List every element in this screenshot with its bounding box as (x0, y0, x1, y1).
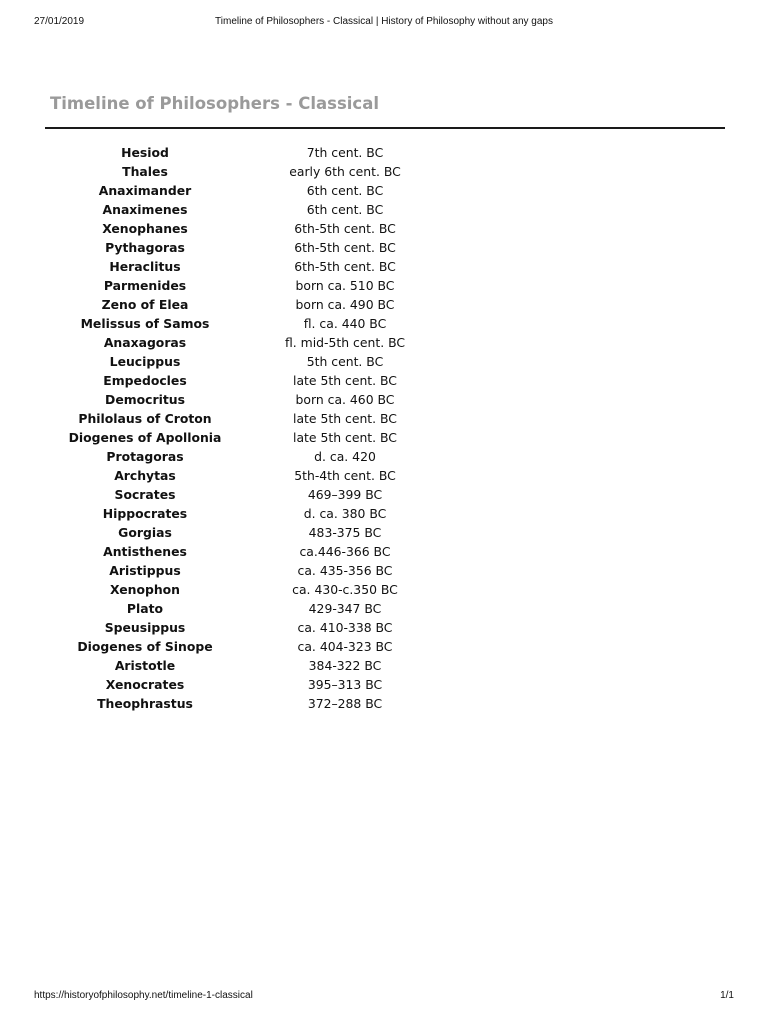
table-row (60, 580, 460, 599)
philosopher-name: Democritus (105, 392, 185, 407)
philosopher-date: ca. 404-323 BC (297, 639, 393, 654)
philosopher-date: d. ca. 420 (314, 449, 376, 464)
philosopher-name: Melissus of Samos (80, 316, 210, 331)
philosopher-date: 384-322 BC (308, 658, 382, 673)
table-row (60, 333, 460, 352)
philosopher-name: Aristotle (114, 658, 176, 673)
table-row (60, 181, 460, 200)
table-row (60, 219, 460, 238)
philosopher-date: fl. ca. 440 BC (303, 316, 387, 331)
philosopher-name: Xenocrates (105, 677, 185, 692)
table-row (60, 200, 460, 219)
philosopher-date: 6th-5th cent. BC (294, 240, 396, 255)
philosopher-date: 483-375 BC (308, 525, 382, 540)
table-row (60, 618, 460, 637)
philosopher-name: Diogenes of Apollonia (68, 430, 222, 445)
table-row (60, 390, 460, 409)
table-row (60, 542, 460, 561)
table-row (60, 428, 460, 447)
table-row (60, 656, 460, 675)
philosopher-name: Theophrastus (97, 696, 193, 711)
table-row (60, 276, 460, 295)
philosopher-date: ca. 430-c.350 BC (292, 582, 398, 597)
title-divider (45, 127, 725, 129)
philosopher-name: Archytas (114, 468, 176, 483)
philosopher-name: Zeno of Elea (101, 297, 189, 312)
philosopher-date: 6th cent. BC (306, 183, 384, 198)
table-row (60, 637, 460, 656)
table-row (60, 257, 460, 276)
philosopher-date: 7th cent. BC (306, 145, 384, 160)
philosopher-name: Anaximander (98, 183, 192, 198)
philosopher-date: 6th cent. BC (306, 202, 384, 217)
philosopher-date: 395–313 BC (307, 677, 383, 692)
philosopher-name: Anaxagoras (103, 335, 187, 350)
page-title: Timeline of Philosophers - Classical (50, 94, 380, 113)
philosopher-name: Diogenes of Sinope (77, 639, 213, 654)
philosopher-date: 5th cent. BC (306, 354, 384, 369)
table-row (60, 694, 460, 713)
timeline-table-body (60, 143, 460, 713)
philosopher-name: Philolaus of Croton (78, 411, 212, 426)
print-footer (34, 990, 734, 1004)
philosopher-name: Aristippus (109, 563, 181, 578)
philosopher-date: d. ca. 380 BC (303, 506, 387, 521)
philosopher-date: ca.446-366 BC (299, 544, 391, 559)
philosopher-name: Speusippus (104, 620, 186, 635)
philosopher-name: Anaximenes (102, 202, 188, 217)
table-row (60, 352, 460, 371)
philosopher-date: born ca. 510 BC (295, 278, 395, 293)
philosopher-name: Leucippus (109, 354, 181, 369)
print-header (34, 16, 734, 30)
philosopher-date: 469–399 BC (307, 487, 383, 502)
philosopher-date: late 5th cent. BC (293, 373, 397, 388)
philosopher-name: Antisthenes (103, 544, 187, 559)
table-row (60, 485, 460, 504)
philosopher-name: Socrates (114, 487, 176, 502)
table-row (60, 504, 460, 523)
timeline-table (60, 143, 460, 713)
print-date: 27/01/2019 (34, 16, 85, 27)
philosopher-name: Pythagoras (105, 240, 185, 255)
philosopher-date: ca. 410-338 BC (297, 620, 393, 635)
philosopher-name: Hesiod (121, 145, 169, 160)
table-row (60, 599, 460, 618)
table-row (60, 409, 460, 428)
philosopher-name: Gorgias (118, 525, 172, 540)
print-page-number: 1/1 (720, 990, 734, 1001)
philosopher-date: 429-347 BC (308, 601, 382, 616)
philosopher-name: Protagoras (106, 449, 184, 464)
philosopher-date: late 5th cent. BC (293, 411, 397, 426)
philosopher-name: Xenophanes (102, 221, 188, 236)
philosopher-name: Heraclitus (109, 259, 181, 274)
print-document-title: Timeline of Philosophers - Classical | History of Philosophy without any gaps (215, 16, 553, 27)
table-row (60, 447, 460, 466)
philosopher-date: born ca. 460 BC (295, 392, 395, 407)
philosopher-name: Hippocrates (102, 506, 188, 521)
philosopher-name: Thales (122, 164, 168, 179)
philosopher-date: ca. 435-356 BC (297, 563, 393, 578)
philosopher-date: fl. mid-5th cent. BC (284, 335, 406, 350)
print-url: https://historyofphilosophy.net/timeline-1-classical (34, 990, 253, 1001)
philosopher-name: Xenophon (110, 582, 180, 597)
philosopher-date: late 5th cent. BC (293, 430, 397, 445)
philosopher-date: early 6th cent. BC (289, 164, 401, 179)
philosopher-name: Empedocles (103, 373, 187, 388)
philosopher-date: 6th-5th cent. BC (294, 259, 396, 274)
table-row (60, 371, 460, 390)
table-row (60, 314, 460, 333)
table-row (60, 143, 460, 162)
table-row (60, 523, 460, 542)
philosopher-date: born ca. 490 BC (295, 297, 395, 312)
philosopher-date: 6th-5th cent. BC (294, 221, 396, 236)
table-row (60, 675, 460, 694)
table-row (60, 561, 460, 580)
table-row (60, 238, 460, 257)
philosopher-date: 5th-4th cent. BC (294, 468, 396, 483)
philosopher-date: 372–288 BC (307, 696, 383, 711)
table-row (60, 162, 460, 181)
philosopher-name: Parmenides (103, 278, 187, 293)
table-row (60, 466, 460, 485)
table-row (60, 295, 460, 314)
philosopher-name: Plato (126, 601, 164, 616)
